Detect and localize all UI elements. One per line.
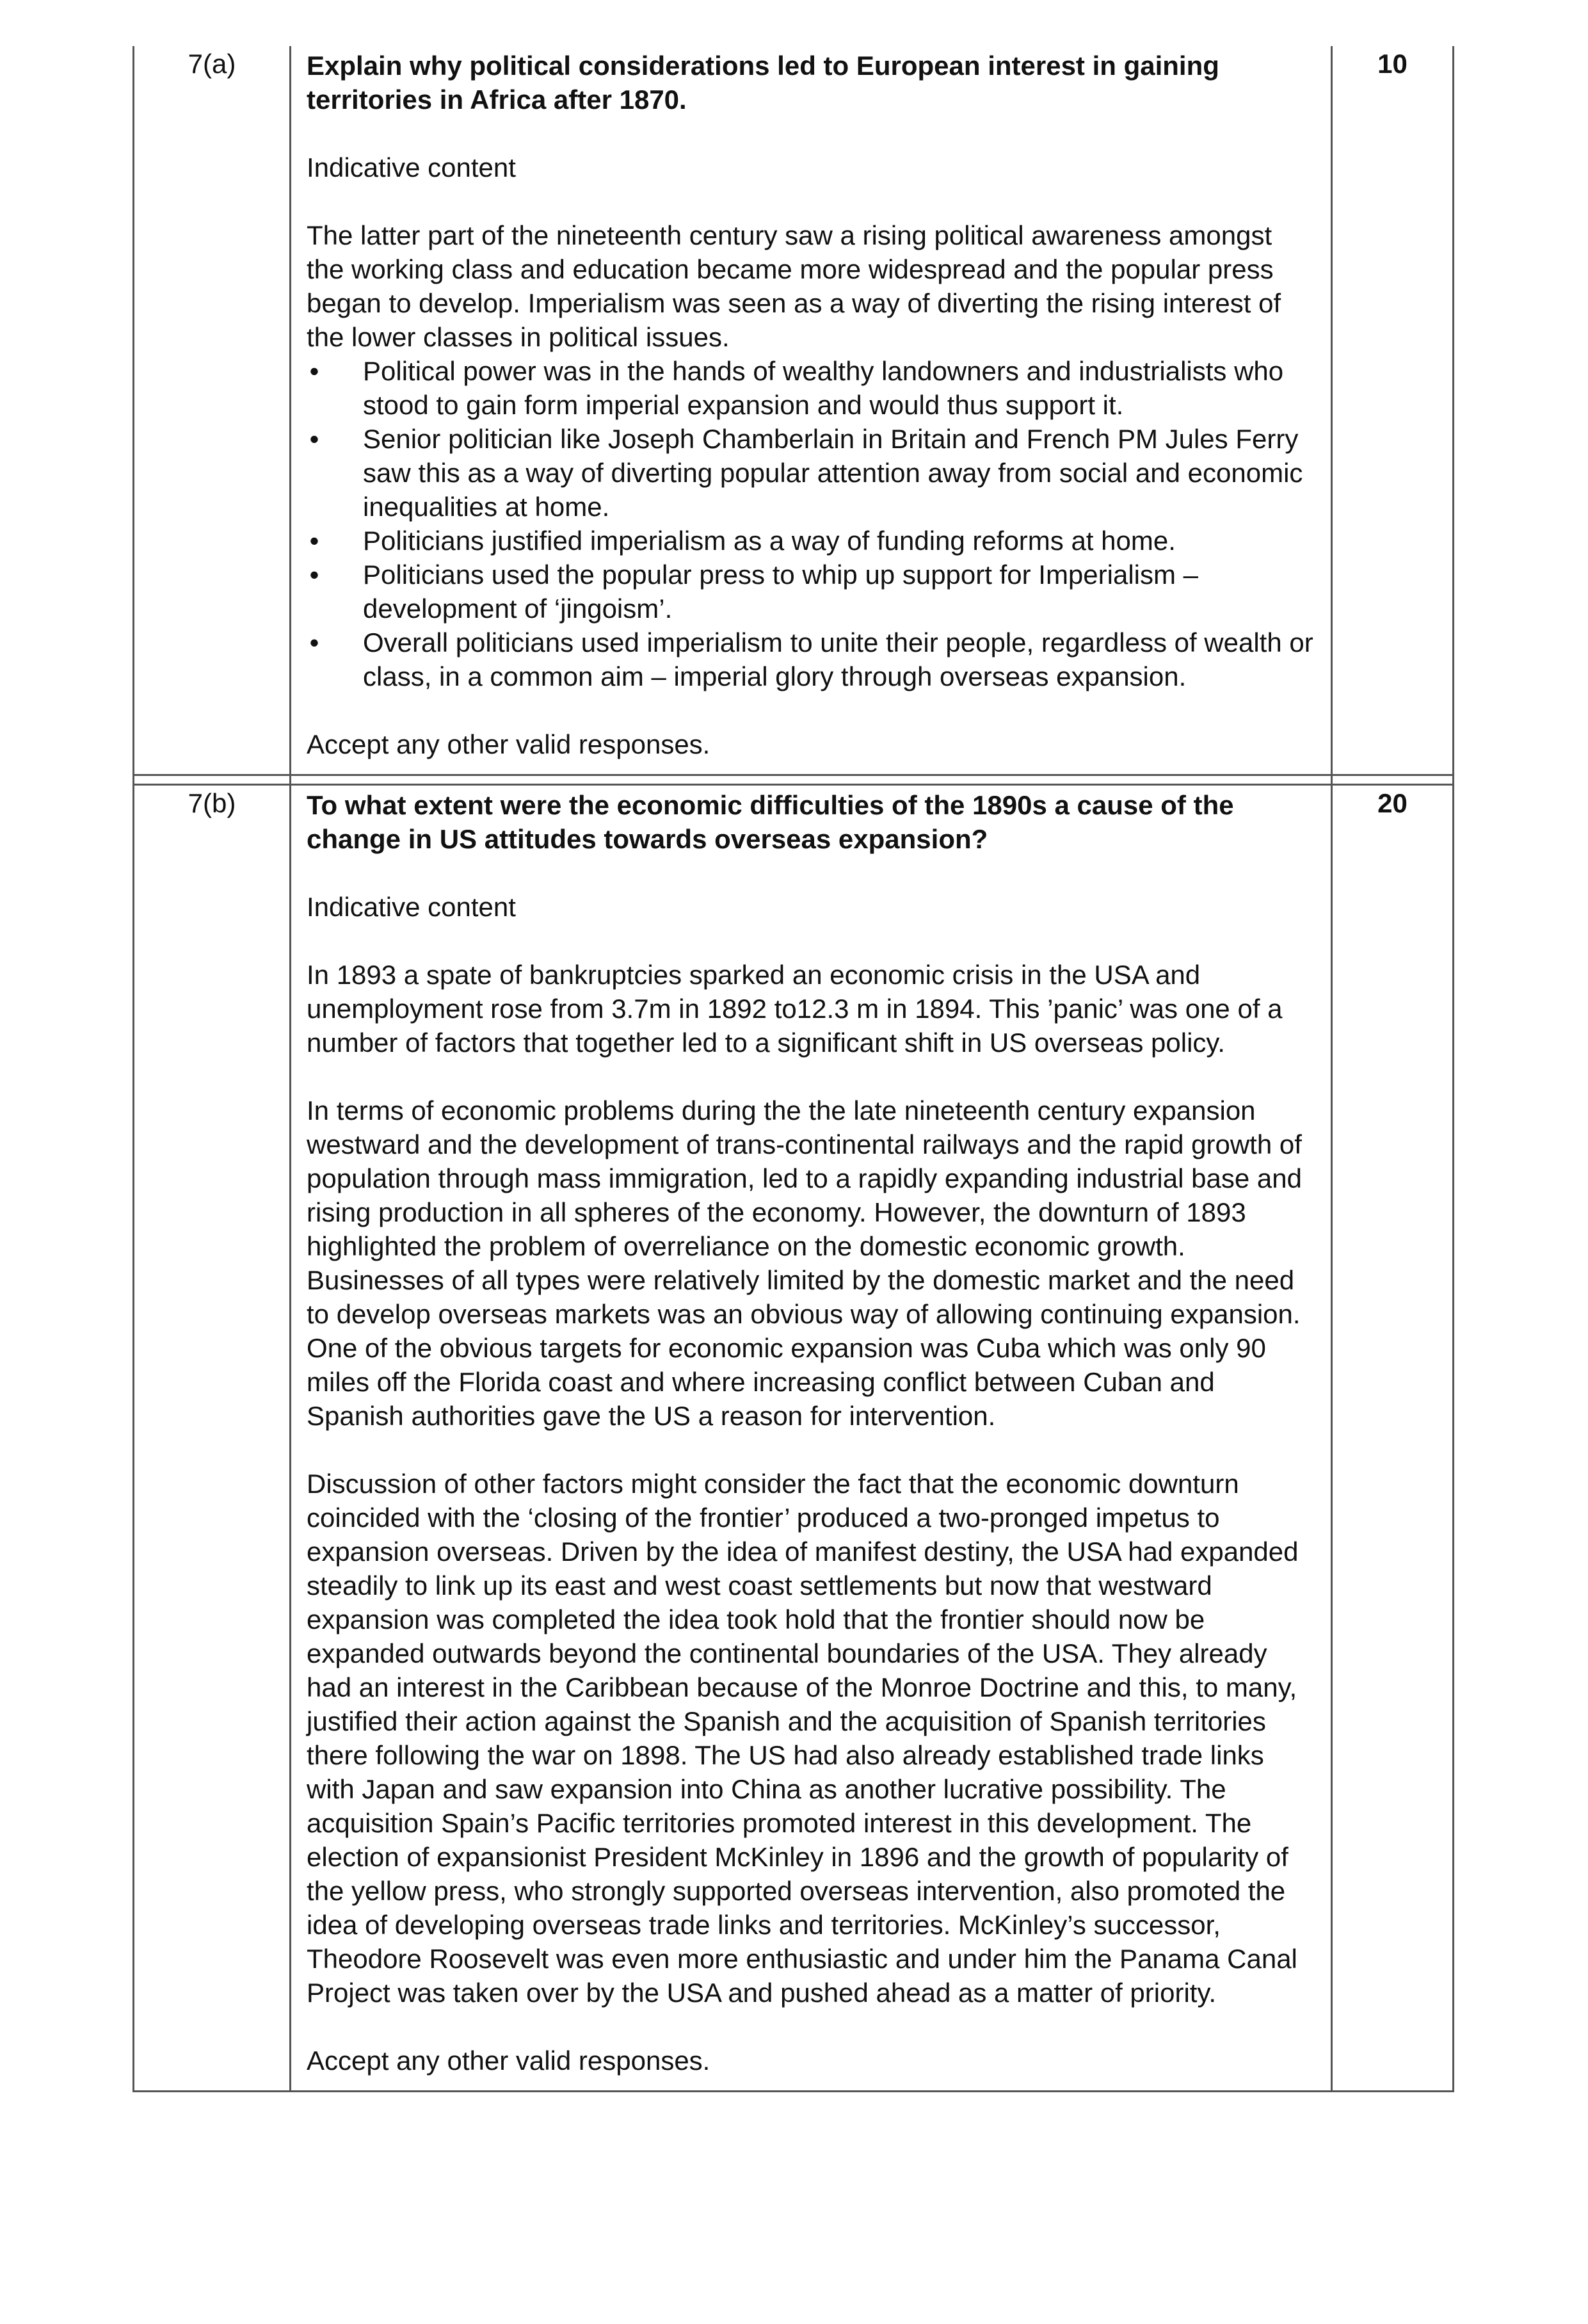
indicative-content-label: Indicative content [307, 892, 516, 922]
question-number: 7(b) [134, 785, 291, 2092]
bullet-icon: • [309, 424, 319, 454]
body-paragraph: Discussion of other factors might consider the fact that the economic downturn coincided with the ‘closing of the frontier’ produced a two-pronged impetus to expansion overseas. Driven by the idea of manifest destiny, the USA had expanded steadily to link up its east and west coast settlements but now that westward expansion was completed the idea took hold that the frontier should now be expanded outwards beyond the continental boundaries of the USA. They already had an interest in the Caribbean because of the Monroe Doctrine and this, to many, justified their action against the Spanish and the acquisition of Spanish territories there following the war on 1898. The US had also already established trade links with Japan and saw expansion into China as another lucrative possibility. The acquisition Spain’s Pacific territories promoted interest in this development. The election of expansionist President McKinley in 1896 and the growth of popularity of the yellow press, who strongly supported overseas intervention, also promoted the idea of developing overseas trade links and territories. McKinley’s successor, Theodore Roosevelt was even more enthusiastic and under him the Panama Canal Project was taken over by the USA and pushed ahead as a matter of priority. [307, 1469, 1299, 2008]
intro-paragraph: The latter part of the nineteenth century saw a rising political awareness amongst the working class and education became more widespread and the popular press began to develop. Imperialism was seen as a way of diverting the rising interest of the lower classes in political issues. [307, 220, 1281, 352]
question-row-7b [134, 785, 1454, 2092]
question-content [291, 785, 1332, 2092]
list-item: • Senior politician like Joseph Chamberlain in Britain and French PM Jules Ferry saw this as a way of diverting popular attention away from social and economic inequalities at home. [307, 422, 1317, 524]
body-paragraph: In terms of economic problems during the the late nineteenth century expansion westward and the development of trans-continental railways and the rapid growth of population through mass immigration, led to a rapidly expanding industrial base and rising production in all spheres of the economy. However, the downturn of 1893 highlighted the problem of overreliance on the domestic economic growth. Businesses of all types were relatively limited by the domestic market and the need to develop overseas markets was an obvious way of allowing continuing expansion. One of the obvious targets for economic expansion was Cuba which was only 90 miles off the Florida coast and where increasing conflict between Cuban and Spanish authorities gave the US a reason for intervention. [307, 1095, 1302, 1431]
list-item: • Overall politicians used imperialism to unite their people, regardless of wealth or class, in a common aim – imperial glory through overseas expansion. [307, 625, 1317, 693]
question-row-7a [134, 46, 1454, 775]
question-number: 7(a) [134, 46, 291, 775]
question-title: Explain why political considerations led to European interest in gaining territories in Africa after 1870. [307, 51, 1219, 115]
question-title: To what extent were the economic difficulties of the 1890s a cause of the change in US attitudes towards overseas expansion? [307, 790, 1234, 854]
body-paragraph: In 1893 a spate of bankruptcies sparked an economic crisis in the USA and unemployment rose from 3.7m in 1892 to12.3 m in 1894. This ’panic’ was one of a number of factors that together led to a significant shift in US overseas policy. [307, 960, 1283, 1058]
bullet-icon: • [309, 627, 319, 658]
bullet-list [307, 354, 1317, 693]
question-marks: 10 [1332, 46, 1454, 775]
mark-scheme-sheet [132, 46, 1452, 2092]
bullet-icon: • [309, 560, 319, 590]
list-item: • Political power was in the hands of wealthy landowners and industrialists who stood to gain form imperial expansion and would thus support it. [307, 354, 1317, 422]
list-item: • Politicians justified imperialism as a way of funding reforms at home. [307, 524, 1317, 558]
question-marks: 20 [1332, 785, 1454, 2092]
list-item: • Politicians used the popular press to whip up support for Imperialism – development of ‘jingoism’. [307, 558, 1317, 625]
closing-note: Accept any other valid responses. [307, 729, 710, 759]
question-content [291, 46, 1332, 775]
mark-scheme-table [132, 46, 1454, 2092]
closing-note: Accept any other valid responses. [307, 2046, 710, 2076]
bullet-icon: • [309, 356, 319, 386]
row-separator [134, 775, 1454, 785]
bullet-icon: • [309, 526, 319, 556]
indicative-content-label: Indicative content [307, 152, 516, 182]
